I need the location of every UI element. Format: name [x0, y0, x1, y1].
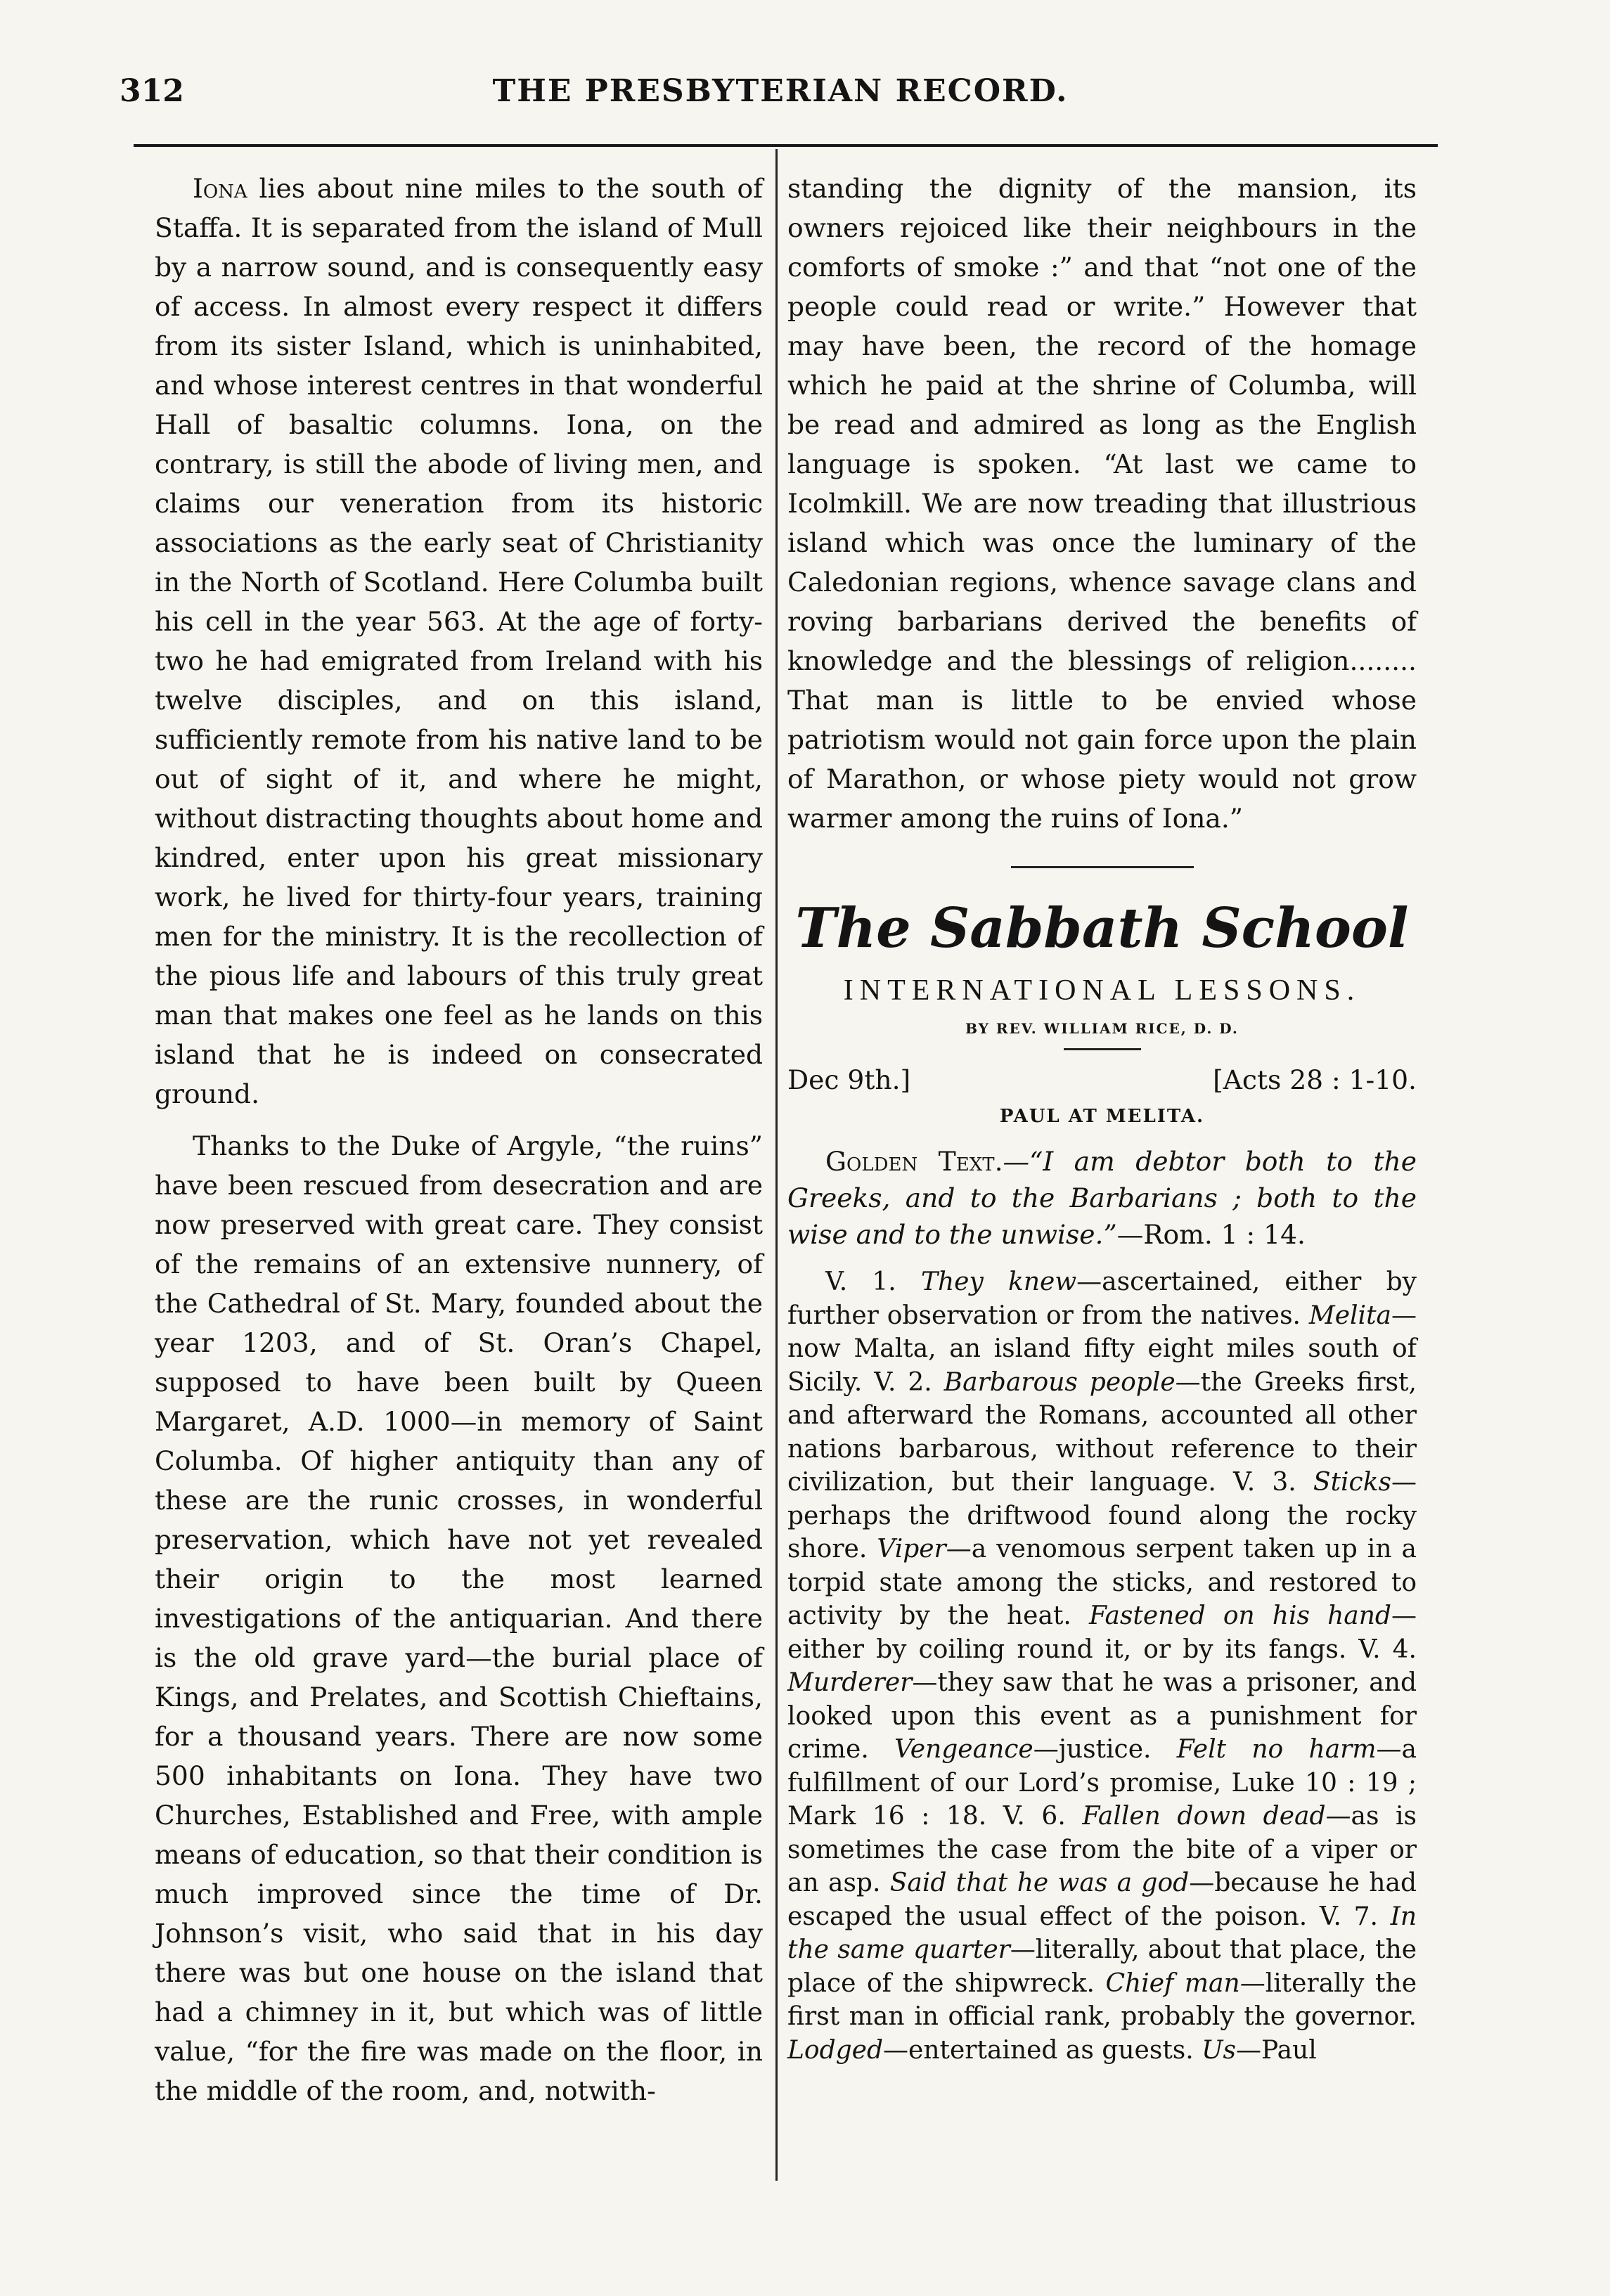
ruins-paragraph: Thanks to the Duke of Argyle, “the ruins” have been rescued from desecration and are now preserved with great care. They consist of the remains of an extensive nunnery, of the Cathedral of St. Mary, founded about the year 1203, and of St. Oran’s Chapel, supposed to have been built by Queen Margaret, A.D. 1000—in memory of Saint Columba. Of higher antiquity than any of these are the runic crosses, in wonderful preservation, which have not yet revealed their origin to the most learned investigations of the antiquarian. And there is the old grave yard—the burial place of Kings, and Prelates, and Scottish Chieftains, for a thousand years. There are now some 500 inhabitants on Iona. They have two Churches, Established and Free, with ample means of education, so that their condition is much improved since the time of Dr. Johnson’s visit, who said that in his day there was but one house on the island that had a chimney in it, but which was of little value, “for the fire was made on the floor, in the middle of the room, and, notwith-: [155, 1130, 763, 2106]
note-4-term: Sticks: [1313, 1468, 1391, 1497]
note-8-text: —justice.: [1033, 1735, 1177, 1764]
note-13-text: —literally the first man in official rank, probably the governor.: [787, 1968, 1417, 2031]
note-14-term: Lodged: [787, 2035, 884, 2065]
note-7-term: Murderer: [787, 1668, 913, 1697]
note-12-text: —literally, about that place, the place of the shipwreck.: [787, 1935, 1417, 1998]
note-9-term: Felt no harm: [1176, 1735, 1377, 1764]
golden-text-ref: —Rom. 1 : 14.: [1116, 1219, 1306, 1250]
note-12-term: In the same quarter: [787, 1902, 1417, 1964]
lesson-notes: [787, 1265, 1417, 2067]
left-column: [155, 169, 763, 2110]
right-column: [787, 169, 1417, 2067]
iona-paragraph: [155, 169, 763, 1114]
golden-text: [787, 1143, 1417, 1253]
note-2-term: Melita: [1308, 1301, 1391, 1330]
running-title: THE PRESBYTERIAN RECORD.: [492, 73, 1069, 109]
note-3-term: Barbarous people: [944, 1367, 1176, 1397]
note-6-text: —either by coiling round it, or by its fangs. V. 4.: [787, 1601, 1417, 1664]
note-5-text: —a venomous serpent taken up in a torpid state among the sticks, and restored to activity by the heat.: [787, 1535, 1417, 1630]
page-header: [120, 73, 1441, 122]
note-4-text: —perhaps the driftwood found along the rocky shore.: [787, 1468, 1417, 1563]
golden-text-label: Golden Text.: [825, 1146, 1003, 1177]
note-10-term: Fallen down dead: [1082, 1802, 1326, 1831]
note-13-term: Chief man: [1105, 1968, 1240, 1998]
note-7-text: —they saw that he was a prisoner, and looked upon this event as a punishment for crime.: [787, 1668, 1417, 1764]
page-number: 312: [120, 73, 184, 109]
lesson-reference: [787, 1060, 1417, 1099]
note-9-text: —a fulfillment of our Lord’s promise, Luke 10 : 19 ; Mark 16 : 18. V. 6.: [787, 1735, 1417, 1831]
header-rule: [134, 144, 1438, 147]
iona-paragraph-text: lies about nine miles to the south of Staffa. It is separated from the island of Mull by a narrow sound, and is consequently easy of access. In almost every respect it differs from its sister Island, which is uninhabited, and whose interest centres in that wonderful Hall of basaltic columns. Iona, on the contrary, is still the abode of living men, and claims our veneration from its historic associations as the early seat of Christianity in the North of Scotland. Here Columba built his cell in the year 563. At the age of forty-two he had emigrated from Ireland with his twelve disciples, and on this island, sufficiently remote from his native land to be out of sight of it, and where he might, without distracting thoughts about home and kindred, enter upon his great missionary work, he lived for thirty-four years, training men for the ministry. It is the recollection of the pious life and labours of this truly great man that makes one feel as he lands on this island that he is indeed on consecrated ground.: [155, 173, 763, 1109]
lesson-passage: [Acts 28 : 1-10.: [1213, 1064, 1417, 1095]
lesson-date: Dec 9th.]: [787, 1064, 911, 1095]
note-15-text: —Paul: [1235, 2035, 1317, 2065]
note-1-term: They knew: [920, 1268, 1077, 1296]
note-11-term: Said that he was a god: [889, 1869, 1190, 1897]
note-10-text: —as is sometimes the case from the bite of a viper or an asp.: [787, 1802, 1417, 1897]
lessons-subtitle: INTERNATIONAL LESSONS.: [843, 974, 1361, 1007]
note-1-text: —ascertained, either by further observation or from the natives.: [787, 1268, 1417, 1330]
continued-paragraph: standing the dignity of the mansion, its owners rejoiced like their neighbours in the comforts of smoke :” and that “not one of the people could read or write.” However that may have been, the record of the homage which he paid at the shrine of Columba, will be read and admired as long as the English language is spoken. “At last we came to Icolmkill. We are now treading that illustrious island which was once the luminary of the Caledonian regions, whence savage clans and roving barbarians derived the benefits of knowledge and the blessings of religion........ That man is little to be envied whose patriotism would not gain force upon the plain of Marathon, or whose piety would not grow warmer among the ruins of Iona.”: [787, 173, 1417, 834]
note-8-term: Vengeance: [894, 1735, 1033, 1764]
lesson-title: PAUL AT MELITA.: [999, 1106, 1205, 1127]
drop-word: Iona: [193, 173, 247, 204]
section-title: The Sabbath School: [795, 896, 1409, 960]
golden-text-quote: —“I am debtor both to the Greeks, and to the Barbarians ; both to the wise and to the unwise.”: [787, 1146, 1417, 1250]
note-14-text: —entertained as guests.: [883, 2035, 1202, 2065]
byline-rule: [1064, 1048, 1141, 1050]
note-15-term: Us: [1202, 2035, 1236, 2065]
note-5-term: Viper: [877, 1535, 946, 1563]
section-rule: [1011, 866, 1194, 868]
notes-paragraph: [787, 1265, 1417, 2067]
note-3-text: —the Greeks first, and afterward the Romans, accounted all other nations barbarous, without reference to their civilization, but their language. V. 3.: [787, 1367, 1417, 1497]
column-divider: [775, 149, 778, 2181]
note-11-text: —because he had escaped the usual effect of the poison. V. 7.: [787, 1869, 1417, 1931]
note-2-text: —now Malta, an island fifty eight miles south of Sicily. V. 2.: [787, 1301, 1417, 1397]
byline: BY REV. WILLIAM RICE, D. D.: [965, 1020, 1239, 1037]
note-6-term: Fastened on his hand: [1088, 1601, 1391, 1630]
note-1-lead: V. 1.: [825, 1268, 921, 1296]
